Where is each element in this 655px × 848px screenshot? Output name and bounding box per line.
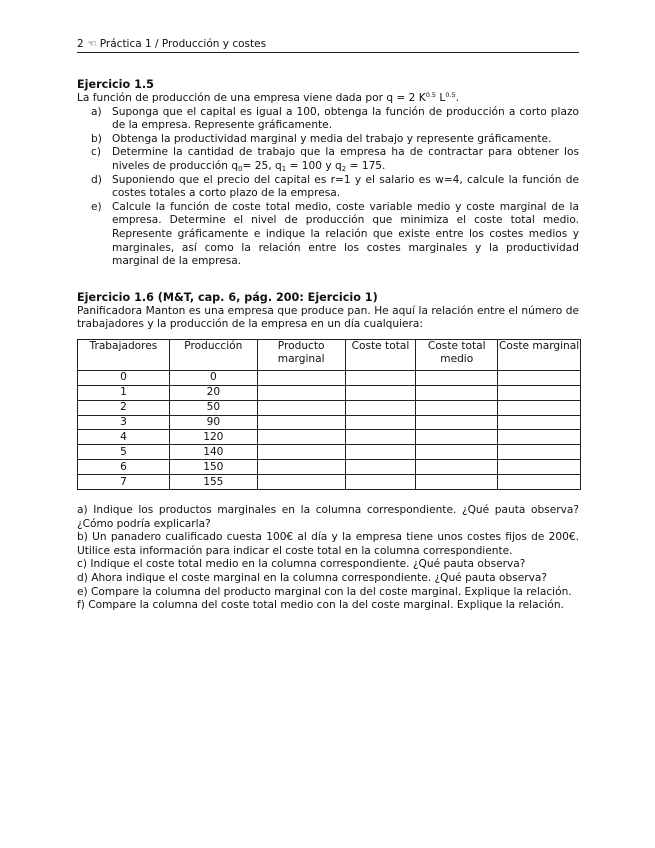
empty-cell: [345, 415, 416, 430]
empty-cell: [416, 445, 498, 460]
table-cell: 90: [169, 415, 257, 430]
table-cell: 1: [78, 385, 170, 400]
empty-cell: [345, 430, 416, 445]
table-cell: 2: [78, 400, 170, 415]
empty-cell: [345, 400, 416, 415]
table-row: [78, 385, 581, 400]
empty-cell: [345, 385, 416, 400]
empty-cell: [416, 460, 498, 475]
column-header: Coste total medio: [416, 339, 498, 370]
empty-cell: [498, 415, 581, 430]
table-row: [78, 445, 581, 460]
table-row: [78, 400, 581, 415]
empty-cell: [257, 415, 345, 430]
table-cell: 155: [169, 475, 257, 490]
column-header: Coste marginal: [498, 339, 581, 370]
exercise-1-6-questions: [77, 504, 579, 613]
list-item: c) Determine la cantidad de trabajo que la empresa ha de contractar para obtener los niveles de producción $q_0= 25$, $q_1 = 100$ y $q_2 = 175$.: [91, 146, 579, 173]
column-header: Trabajadores: [78, 339, 170, 370]
empty-cell: [498, 475, 581, 490]
question-e: e) Compare la columna del producto marginal con la del coste marginal. Explique la relación.: [77, 585, 572, 598]
table-cell: 0: [78, 370, 170, 385]
table-cell: 20: [169, 385, 257, 400]
empty-cell: [257, 370, 345, 385]
exercise-1-6-intro: Panificadora Manton es una empresa que produce pan. He aquí la relación entre el número de trabajadores y la producción de la empresa en un día cualquiera:: [77, 304, 579, 331]
production-table: [77, 339, 581, 490]
empty-cell: [416, 430, 498, 445]
question-a: a) Indique los productos marginales en la columna correspondiente. ¿Qué pauta observa? ¿Cómo podría explicarla?: [77, 504, 579, 530]
empty-cell: [416, 385, 498, 400]
empty-cell: [416, 415, 498, 430]
page-content: [77, 78, 579, 613]
empty-cell: [345, 445, 416, 460]
table-cell: 5: [78, 445, 170, 460]
table-cell: 150: [169, 460, 257, 475]
list-item: e) Calcule la función de coste total medio, coste variable medio y coste marginal de la empresa. Determine el nivel de producción que minimiza el coste total medio. Represente gráficamente e indique la relación que existe entre los costes medios y marginales, así como la relación entre los costes marginales y la productividad marginal de la empresa.: [91, 200, 579, 268]
empty-cell: [345, 460, 416, 475]
empty-cell: [416, 400, 498, 415]
table-cell: 7: [78, 475, 170, 490]
question-f: f) Compare la columna del coste total medio con la del coste marginal. Explique la relación.: [77, 599, 564, 612]
empty-cell: [416, 370, 498, 385]
empty-cell: [498, 430, 581, 445]
question-d: d) Ahora indique el coste marginal en la columna correspondiente. ¿Qué pauta observa?: [77, 572, 547, 584]
table-cell: 3: [78, 415, 170, 430]
exercise-1-5-intro: La función de producción de una empresa viene dada por q = 2 $K^{0.5}$ $L^{0.5}$.: [77, 91, 460, 104]
exercise-1-5: [77, 78, 579, 269]
page-header: [77, 38, 579, 53]
column-header: Coste total: [345, 339, 416, 370]
question-b: b) Un panadero cualificado cuesta 100€ al día y la empresa tiene unos costes fijos de 200€. Utilice esta información para indicar el coste total en la columna correspondiente.: [77, 531, 579, 557]
exercise-1-5-title: Ejercicio 1.5: [77, 78, 154, 91]
empty-cell: [257, 400, 345, 415]
table-cell: 0: [169, 370, 257, 385]
table-row: [78, 370, 581, 385]
exercise-1-5-items: [77, 106, 579, 269]
table-cell: 120: [169, 430, 257, 445]
empty-cell: [498, 400, 581, 415]
question-c: c) Indique el coste total medio en la columna correspondiente. ¿Qué pauta observa?: [77, 558, 526, 571]
page-header-label: 2 ☜ Práctica 1 / Producción y costes: [77, 38, 267, 50]
table-cell: 140: [169, 445, 257, 460]
table-row: [78, 460, 581, 475]
list-item: b) Obtenga la productividad marginal y media del trabajo y represente gráficamente.: [91, 132, 552, 145]
list-item: a) Suponga que el capital es igual a 100, obtenga la función de producción a corto plazo de la empresa. Represente gráficamente.: [91, 105, 579, 132]
column-header: Producción: [169, 339, 257, 370]
empty-cell: [345, 475, 416, 490]
exercise-1-6-title: Ejercicio 1.6 (M&T, cap. 6, pág. 200: Ejercicio 1): [77, 290, 378, 304]
table-row: [78, 475, 581, 490]
empty-cell: [498, 370, 581, 385]
exercise-1-6: [77, 291, 579, 613]
table-cell: 6: [78, 460, 170, 475]
table-row: [78, 430, 581, 445]
column-header: Producto marginal: [257, 339, 345, 370]
empty-cell: [257, 430, 345, 445]
empty-cell: [416, 475, 498, 490]
empty-cell: [498, 460, 581, 475]
empty-cell: [257, 475, 345, 490]
table-row: [78, 415, 581, 430]
table-header-row: [78, 339, 581, 370]
table-cell: 4: [78, 430, 170, 445]
list-item: d) Suponiendo que el precio del capital es r=1 y el salario es w=4, calcule la función de costes totales a corto plazo de la empresa.: [91, 173, 579, 200]
table-cell: 50: [169, 400, 257, 415]
empty-cell: [498, 445, 581, 460]
empty-cell: [498, 385, 581, 400]
empty-cell: [345, 370, 416, 385]
empty-cell: [257, 445, 345, 460]
empty-cell: [257, 385, 345, 400]
empty-cell: [257, 460, 345, 475]
